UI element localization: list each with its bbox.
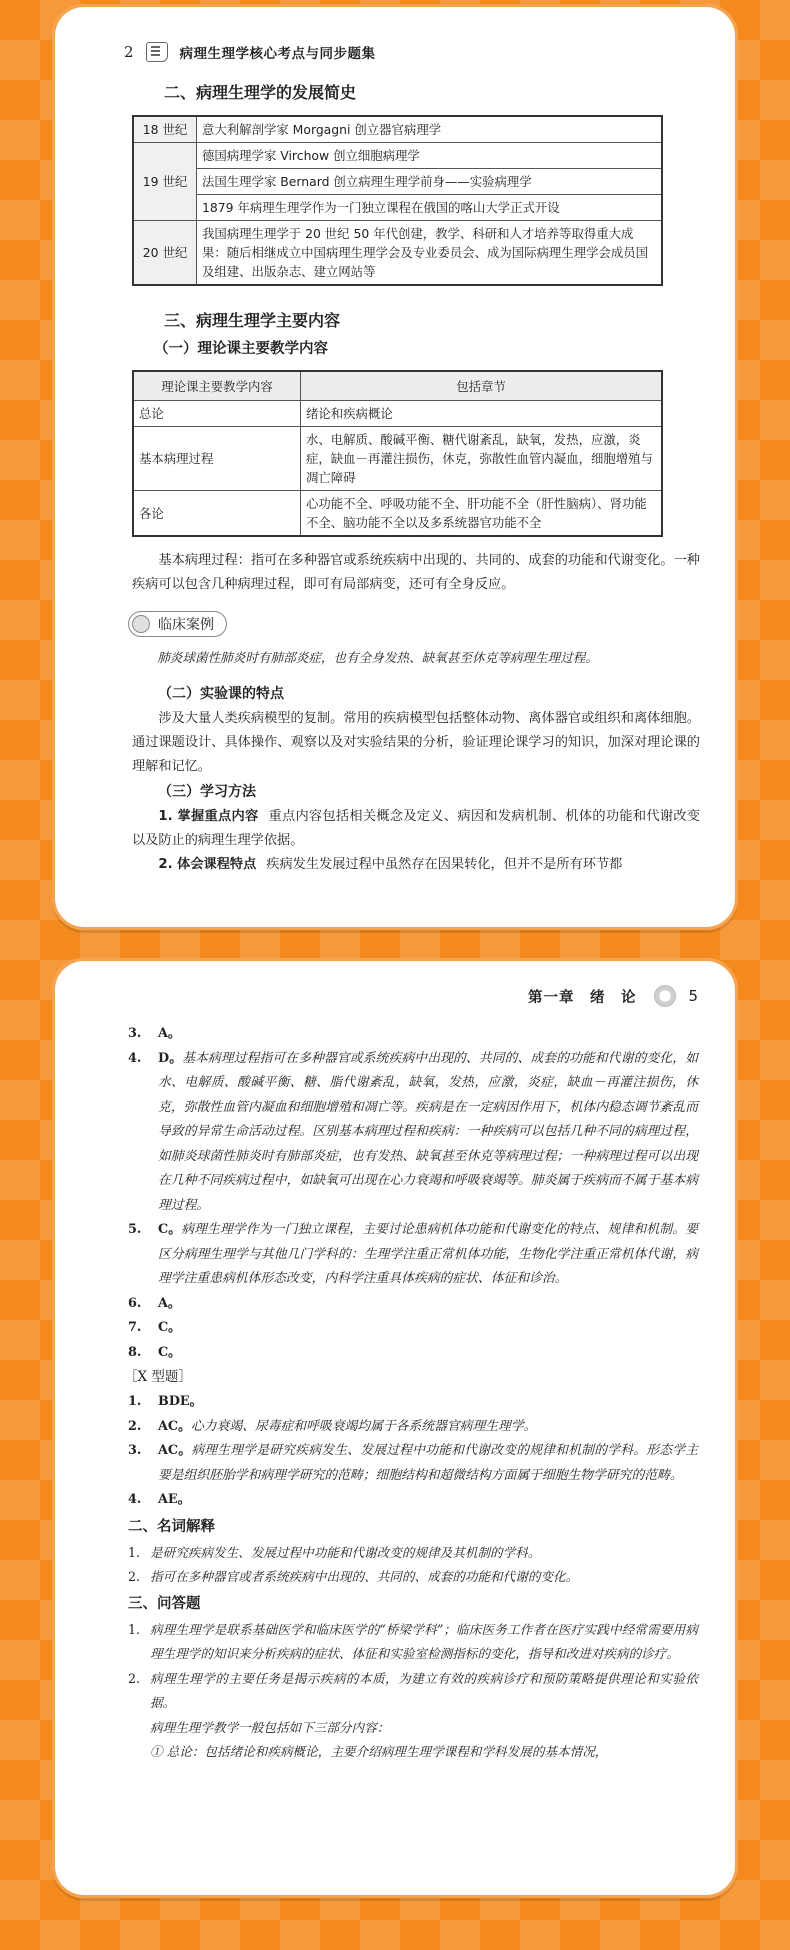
term-item-number: 2. <box>128 1569 141 1584</box>
book-title: 病理生理学核心考点与同步题集 <box>179 46 376 62</box>
history-era: 19 世纪 <box>133 143 197 221</box>
term-list <box>128 1541 698 1590</box>
answer-explanation: 病理生理学是研究疾病发生、发展过程中功能和代谢改变的规律和机制的学科。形态学主要是组织胚胎学和病理学研究的范畴；细胞结构和超微结构方面属于细胞生物学研究的范畴。 <box>158 1443 698 1483</box>
section-title-content: 三、病理生理学主要内容 <box>164 311 341 330</box>
history-event: 我国病理生理学于 20 世纪 50 年代创建，教学、科研和人才培养等取得重大成果：随后相继成立中国病理生理学会及专业委员会、成为国际病理生理学会成员国及组建、出版杂志、建立网站等 <box>197 221 663 286</box>
answer-key: A。 <box>158 1026 181 1041</box>
answer-item <box>128 1316 698 1341</box>
answer-number: 7. <box>128 1320 142 1335</box>
answer-number: 5. <box>128 1222 142 1237</box>
toggle-circle-icon <box>132 615 150 633</box>
answer-body <box>158 1047 698 1219</box>
theory-chapters: 水、电解质、酸碱平衡、糖代谢紊乱，缺氧，发热，应激，炎症，缺血－再灌注损伤，休克，弥散性血管内凝血，细胞增殖与凋亡障碍 <box>301 427 663 491</box>
answer-key: AC。 <box>158 1418 191 1434</box>
page-header <box>124 40 700 64</box>
method-1-lead: 1. 掌握重点内容 <box>158 809 259 824</box>
answer-body <box>158 1341 698 1366</box>
answer-key: AE。 <box>158 1492 191 1507</box>
subsection-title-methods: （三）学习方法 <box>158 784 256 800</box>
method-1-text: 重点内容包括相关概念及定义、病因和发病机制、机体的功能和代谢改变以及防止的病理生理学依据。 <box>132 809 700 848</box>
answer-item <box>128 1022 698 1047</box>
history-row <box>133 116 662 143</box>
qa-item <box>128 1667 698 1716</box>
qa-line-2: ① 总论：包括绪论和疾病概论，主要介绍病理生理学课程和学科发展的基本情况， <box>150 1744 608 1759</box>
answer-number: 3. <box>128 1443 142 1458</box>
lab-paragraph: 涉及大量人类疾病模型的复制。常用的疾病模型包括整体动物、离体器官或组织和离体细胞。通过课题设计、具体操作、观察以及对实验结果的分析，验证理论课学习的知识，加深对理论课的理解和记忆。 <box>132 711 700 774</box>
term-item-text: 指可在多种器官或者系统疾病中出现的、共同的、成套的功能和代谢的变化。 <box>150 1569 579 1584</box>
answer-key: A。 <box>158 1295 181 1311</box>
answer-number: 3. <box>128 1026 142 1041</box>
history-event: 法国生理学家 Bernard 创立病理生理学前身——实验病理学 <box>197 169 663 195</box>
answer-body <box>158 1316 698 1341</box>
basic-process-paragraph: 基本病理过程：指可在多种器官或系统疾病中出现的、共同的、成套的功能和代谢变化。一种疾病可以包含几种病理过程，即可有局部病变，还可有全身反应。 <box>132 553 700 592</box>
method-2-text: 疾病发生发展过程中虽然存在因果转化，但并不是所有环节都 <box>266 857 623 872</box>
theory-topic: 总论 <box>133 401 301 427</box>
answer-number: 2. <box>128 1418 142 1434</box>
answer-key: BDE。 <box>158 1394 203 1409</box>
subsection-title-theory: （一）理论课主要教学内容 <box>154 341 328 357</box>
clinical-case-label: 临床案例 <box>158 617 214 633</box>
answer-key: AC。 <box>158 1443 192 1458</box>
qa-item <box>128 1618 698 1667</box>
answers-x-type <box>128 1390 698 1513</box>
history-row <box>133 169 662 195</box>
theory-row <box>133 491 662 537</box>
qa-item-text: 病理生理学是联系基础医学和临床医学的“桥梁学科”；临床医务工作者在医疗实践中经常需要用病理生理学的知识来分析疾病的症状、体征和实验室检测指标的变化，指导和改进对疾病的诊疗。 <box>150 1621 698 1661</box>
theory-chapters: 心功能不全、呼吸功能不全、肝功能不全（肝性脑病）、肾功能不全、脑功能不全以及多系统器官功能不全 <box>301 491 663 537</box>
page-card-top <box>52 4 738 930</box>
answer-body <box>158 1439 698 1488</box>
history-era: 18 世纪 <box>133 116 197 143</box>
answer-item <box>128 1488 698 1513</box>
answer-number: 4. <box>128 1050 142 1066</box>
answer-body <box>158 1415 698 1440</box>
history-event: 1879 年病理生理学作为一门独立课程在俄国的喀山大学正式开设 <box>197 195 663 221</box>
answers-single-choice <box>128 1022 698 1365</box>
answer-key: C。 <box>158 1344 181 1360</box>
qa-item-number: 2. <box>128 1670 141 1686</box>
answer-explanation: 基本病理过程指可在多种器官或系统疾病中出现的、共同的、成套的功能和代谢的变化，如水、电解质、酸碱平衡、糖、脂代谢紊乱，缺氧，发热，应激，炎症，缺血－再灌注损伤，休克，弥散性血管内凝血和细胞增殖和凋亡等。疾病是在一定病因作用下，机体内稳态调节紊乱而导致的异常生命活动过程。区别基本病理过程和疾病：一种疾病可以包括几种不同的病理过程，如肺炎球菌性肺炎时有肺部炎症，也有发热、缺氧甚至休克等病理过程；一种病理过程可以出现在几种不同疾病过程中，如缺氧可出现在心力衰竭和呼吸衰竭等。肺炎属于疾病而不属于基本病理过程。 <box>158 1050 698 1213</box>
term-item <box>128 1541 698 1566</box>
page-number: 5 <box>688 987 698 1005</box>
term-item-text: 是研究疾病发生、发展过程中功能和代谢改变的规律及其机制的学科。 <box>150 1544 541 1560</box>
answer-item <box>128 1047 698 1219</box>
answer-item <box>128 1292 698 1317</box>
answer-number: 1. <box>128 1394 142 1409</box>
term-item <box>128 1565 698 1590</box>
theory-row <box>133 427 662 491</box>
answer-item <box>128 1439 698 1488</box>
theory-header-chapters: 包括章节 <box>301 371 663 401</box>
page-card-bottom <box>52 958 738 1898</box>
method-1 <box>132 805 700 853</box>
clinical-case-text: 肺炎球菌性肺炎时有肺部炎症，也有全身发热、缺氧甚至休克等病理生理过程。 <box>157 650 598 665</box>
answer-body <box>158 1488 698 1513</box>
answer-key: D。 <box>158 1050 183 1066</box>
answer-body <box>158 1022 698 1047</box>
answer-key: C。 <box>158 1320 181 1335</box>
section-terms-title: 二、名词解释 <box>128 1518 215 1535</box>
answer-item <box>128 1341 698 1366</box>
answer-item <box>128 1390 698 1415</box>
theory-topic: 基本病理过程 <box>133 427 301 491</box>
history-era: 20 世纪 <box>133 221 197 286</box>
x-type-label: ［X 型题］ <box>124 1369 192 1385</box>
method-2 <box>132 853 700 877</box>
answer-body <box>158 1218 698 1292</box>
term-item-number: 1. <box>128 1544 141 1560</box>
subsection-title-lab: （二）实验课的特点 <box>158 686 284 702</box>
chapter-header <box>128 982 698 1010</box>
clinical-case-badge <box>128 611 700 637</box>
answer-number: 6. <box>128 1295 142 1311</box>
history-row <box>133 143 662 169</box>
qa-item-number: 1. <box>128 1621 141 1637</box>
disc-icon <box>654 985 676 1007</box>
answer-body <box>158 1292 698 1317</box>
qa-list <box>128 1618 698 1716</box>
theory-row <box>133 401 662 427</box>
history-row <box>133 221 662 286</box>
answer-explanation: 病理生理学作为一门独立课程，主要讨论患病机体功能和代谢变化的特点、规律和机制。要区分病理生理学与其他几门学科的：生理学注重正常机体功能，生物化学注重正常机体代谢，病理学注重患病机体形态改变，内科学注重具体疾病的症状、体征和诊治。 <box>158 1222 698 1286</box>
history-row <box>133 195 662 221</box>
method-2-lead: 2. 体会课程特点 <box>158 857 257 872</box>
answer-number: 8. <box>128 1344 142 1360</box>
answer-explanation: 心力衰竭、尿毒症和呼吸衰竭均属于各系统器官病理生理学。 <box>190 1418 537 1434</box>
answer-key: C。 <box>158 1222 182 1237</box>
qa-line-1: 病理生理学教学一般包括如下三部分内容： <box>150 1719 390 1735</box>
section-qa-title: 三、问答题 <box>128 1595 201 1612</box>
book-icon <box>146 42 168 62</box>
theory-topic: 各论 <box>133 491 301 537</box>
chapter-title: 第一章 绪 论 <box>527 989 637 1006</box>
history-table <box>132 115 663 286</box>
answer-item <box>128 1415 698 1440</box>
theory-header-topic: 理论课主要教学内容 <box>133 371 301 401</box>
history-event: 意大利解剖学家 Morgagni 创立器官病理学 <box>197 116 663 143</box>
answer-body <box>158 1390 698 1415</box>
answer-item <box>128 1218 698 1292</box>
theory-table <box>132 370 663 537</box>
history-event: 德国病理学家 Virchow 创立细胞病理学 <box>197 143 663 169</box>
section-title-history: 二、病理生理学的发展简史 <box>164 83 357 102</box>
page-number: 2 <box>124 43 134 61</box>
theory-chapters: 绪论和疾病概论 <box>301 401 663 427</box>
answer-number: 4. <box>128 1492 142 1507</box>
qa-item-text: 病理生理学的主要任务是揭示疾病的本质，为建立有效的疾病诊疗和预防策略提供理论和实验依据。 <box>150 1670 698 1710</box>
